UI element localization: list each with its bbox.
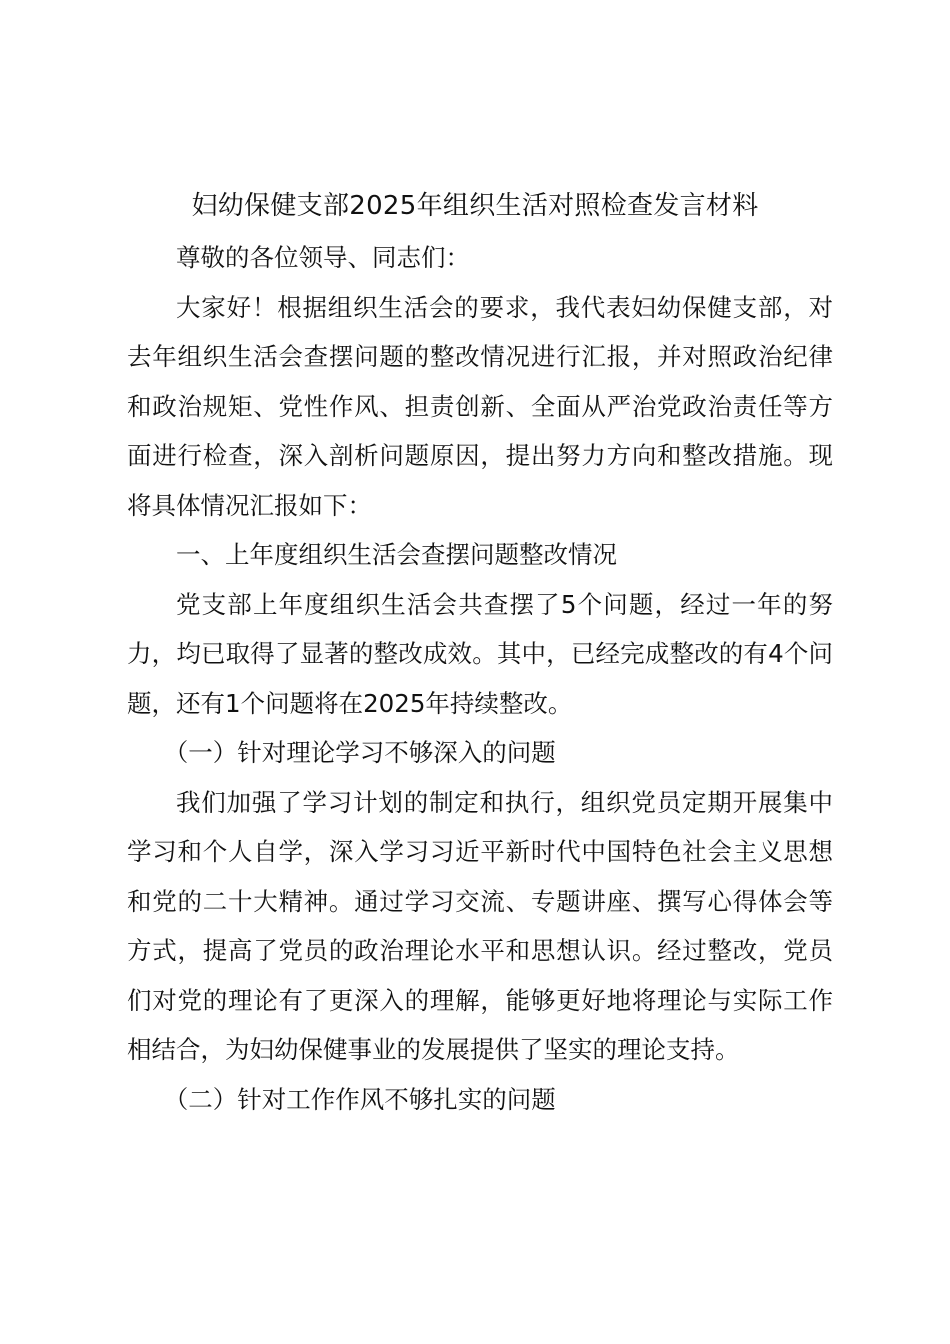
document-title: 妇幼保健支部2025年组织生活对照检查发言材料	[191, 191, 759, 221]
greeting: 尊敬的各位领导、同志们：	[176, 243, 470, 272]
document-body	[127, 233, 833, 1124]
section-paragraph-1: 党支部上年度组织生活会共查摆了5个问题，经过一年的努力，均已取得了显著的整改成效。其中，已经完成整改的有4个问题，还有1个问题将在2025年持续整改。	[127, 589, 833, 718]
subsection-heading-2: （二）针对工作作风不够扎实的问题	[163, 1084, 556, 1114]
subsection-paragraph-1: 我们加强了学习计划的制定和执行，组织党员定期开展集中学习和个人自学，深入学习习近平新时代中国特色社会主义思想和党的二十大精神。通过学习交流、专题讲座、撰写心得体会等方式，提高了党员的政治理论水平和思想认识。经过整改，党员们对党的理论有了更深入的理解，能够更好地将理论与实际工作相结合，为妇幼保健事业的发展提供了坚实的理论支持。	[127, 787, 833, 1064]
section-heading-1: 一、上年度组织生活会查摆问题整改情况	[176, 540, 617, 569]
intro-paragraph: 大家好！根据组织生活会的要求，我代表妇幼保健支部，对去年组织生活会查摆问题的整改情况进行汇报，并对照政治纪律和政治规矩、党性作风、担责创新、全面从严治党政治责任等方面进行检查，深入剖析问题原因，提出努力方向和整改措施。现将具体情况汇报如下：	[127, 292, 833, 520]
subsection-heading-1: （一）针对理论学习不够深入的问题	[163, 738, 556, 767]
